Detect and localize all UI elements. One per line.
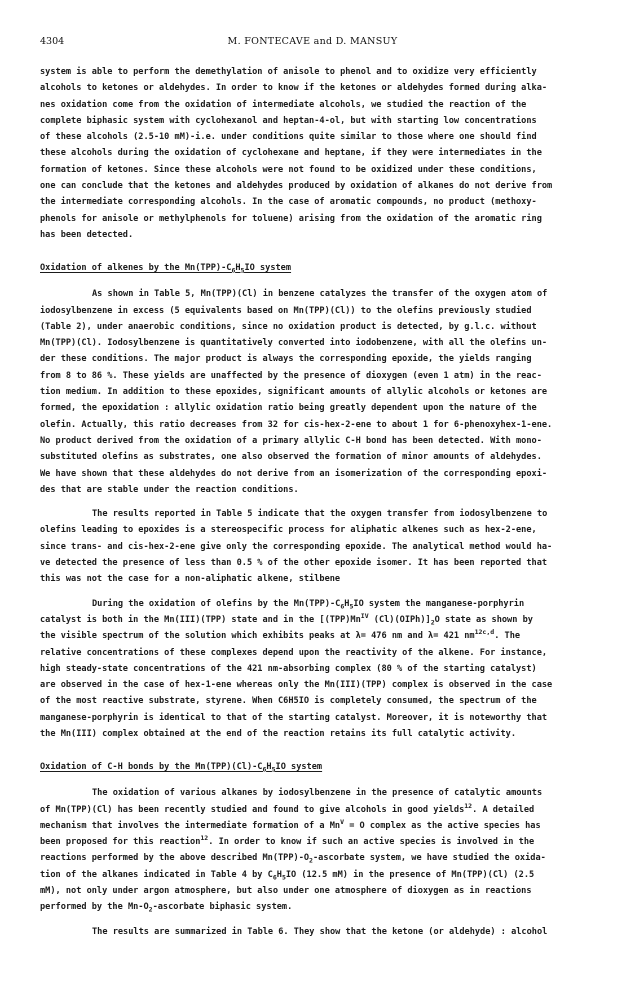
text-line: this was not the case for a non-aliphatic alkene, stilbene [40,574,341,585]
text-line: tion medium. In addition to these epoxides, significant amounts of allylic alcohols or ketones are [40,387,548,398]
text-line: phenols for anisole or methylphenols for toluene) arising from the oxidation of the aromatic ring [40,213,542,224]
page-number: 4304 [40,36,65,47]
text-line: one can conclude that the ketones and aldehydes produced by oxidation of alkanes do not derive from [40,181,553,192]
section-heading-alkenes: Oxidation of alkenes by the $Mn(TPP)-C_6H_5IO$ system [40,263,292,275]
text-line: iodosylbenzene in excess (5 equivalents based on Mn(TPP)(Cl)) to the olefins previously studied [40,305,532,316]
text-line: since trans- and cis-hex-2-ene give only the corresponding epoxide. The analytical method would ha- [40,541,553,552]
text-line: the intermediate corresponding alcohols. In the case of aromatic compounds, no product (methoxy- [40,197,537,208]
text-line: We have shown that these aldehydes do not derive from an isomerization of the corresponding epoxi- [40,468,548,479]
text-line: from 8 to 86 %. These yields are unaffected by the presence of dioxygen (even 1 atm) in the reac- [40,370,542,381]
text-line: formation of ketones. Since these alcohols were not found to be oxidized under these conditions, [40,164,537,175]
text-line: of the most reactive substrate, styrene. When C6H5IO is completely consumed, the spectrum of the [40,696,537,707]
paragraph-catalyst-states: During the oxidation of olefins by the $Mn(TPP)-C_6H_5IO$ system the manganese-porphyrin catalyst is both in the Mn(III)(TPP) state and in the [$(TPP)Mn^{IV}$ $(Cl)(OIPh)]_2O$ state as shown by the visible spectrum of the solution which exhibits peaks at λ= 476 nm and λ= 421 $nm^{12c,d}$. The relative concentrations of these complexes depend upon the reactivity of the alkene. For instance, high steady-state concentrations of the 421 nm-absorbing complex (80 % of the starting catalyst) are observed in the case of hex-1-ene whereas only the Mn(III)(TPP) complex is observed in the case of the most reactive substrate, styrene. When C6H5IO is completely consumed, the spectrum of the manganese-porphyrin is identical to that of the starting catalyst. Moreover, it is noteworthy that the Mn(III) complex obtained at the end of the reaction retains its full catalytic activity. [40,596,588,743]
paragraph-alkene-epoxidation [40,286,588,498]
text-line: (Table 2), under anaerobic conditions, since no oxidation product is detected, by g.l.c. without [40,321,537,332]
text-line: complete biphasic system with cyclohexanol and heptan-4-ol, but with starting low concentrations [40,115,537,126]
paragraph-stereospecificity [40,506,588,587]
text-line: der these conditions. The major product is always the corresponding epoxide, the yields ranging [40,354,532,365]
running-header [40,36,585,50]
text-line: As shown in Table 5, Mn(TPP)(Cl) in benzene catalyzes the transfer of the oxygen atom of [92,289,548,300]
paragraph-alkane-oxidation: The oxidation of various alkanes by iodosylbenzene in the presence of catalytic amounts of Mn(TPP)(Cl) has been recently studied and found to give alcohols in good yields$^{12}$. A detailed mechanism that involves the intermediate formation of a $Mn^V = O$ complex as the active species has been proposed for this reaction$^{12}$. In order to know if such an active species is involved in the reactions performed by the above described $Mn(TPP)-O_2$-ascorbate system, we have studied the oxida- tion of the alkanes indicated in Table 4 by $C_6H_5IO$ (12.5 mM) in the presence of Mn(TPP)(Cl) (2.5 mM), not only under argon atmosphere, but also under one atmosphere of dioxygen as in reactions performed by the $Mn-O_2$-ascorbate biphasic system. [40,788,546,915]
text-line: substituted olefins as substrates, one also observed the formation of minor amounts of aldehydes. [40,452,542,463]
text-line: olefin. Actually, this ratio decreases from 32 for cis-hex-2-ene to about 1 for 6-phenoxyhex-1-ene. [40,419,553,430]
text-line: No product derived from the oxidation of a primary allylic C-H bond has been detected. With mono- [40,435,542,446]
text-line: des that are stable under the reaction conditions. [40,484,299,495]
article-body [40,64,588,940]
text-line: olefins leading to epoxides is a stereospecific process for aliphatic alkenes such as hex-2-ene, [40,525,537,536]
text-line: high steady-state concentrations of the 421 nm-absorbing complex (80 % of the starting catalyst) [40,663,537,674]
text-line: these alcohols during the oxidation of cyclohexane and heptane, if they were intermediates in the [40,148,542,159]
text-line: are observed in the case of hex-1-ene whereas only the Mn(III)(TPP) complex is observed in the case [40,680,553,691]
text-line: of these alcohols (2.5-10 mM)-i.e. under conditions quite similar to those where one should find [40,132,537,143]
text-line: Mn(TPP)(Cl). Iodosylbenzene is quantitatively converted into iodobenzene, with all the olefins un- [40,338,548,349]
text-line: The results reported in Table 5 indicate that the oxygen transfer from iodosylbenzene to [92,509,548,520]
text-line: manganese-porphyrin is identical to that of the starting catalyst. Moreover, it is noteworthy that [40,712,548,723]
section-heading-ch-bonds: Oxidation of C-H bonds by the $Mn(TPP)(Cl)-C_6H_5IO$ system [40,762,323,774]
text-line: has been detected. [40,229,134,240]
text-line: alcohols to ketones or aldehydes. In order to know if the ketones or aldehydes formed during alka- [40,83,548,94]
text-line: the Mn(III) complex obtained at the end of the reaction retains its full catalytic activity. [40,728,516,739]
paragraph-alcohol-oxidation [40,64,588,243]
text-line: relative concentrations of these complexes depend upon the reactivity of the alkene. For instance, [40,647,548,658]
text-line: ve detected the presence of less than 0.5 % of the other epoxide isomer. It has been reported that [40,558,548,569]
text-line: nes oxidation come from the oxidation of intermediate alcohols, we studied the reaction of the [40,99,527,110]
text-line: system is able to perform the demethylation of anisole to phenol and to oxidize very efficiently [40,67,537,77]
author-line: M. FONTECAVE and D. MANSUY [227,36,398,47]
paragraph-results-summary: The results are summarized in Table 6. They show that the ketone (or aldehyde) : alcohol [92,926,548,937]
text-line: formed, the epoxidation : allylic oxidation ratio being greatly dependent upon the nature of the [40,403,537,414]
